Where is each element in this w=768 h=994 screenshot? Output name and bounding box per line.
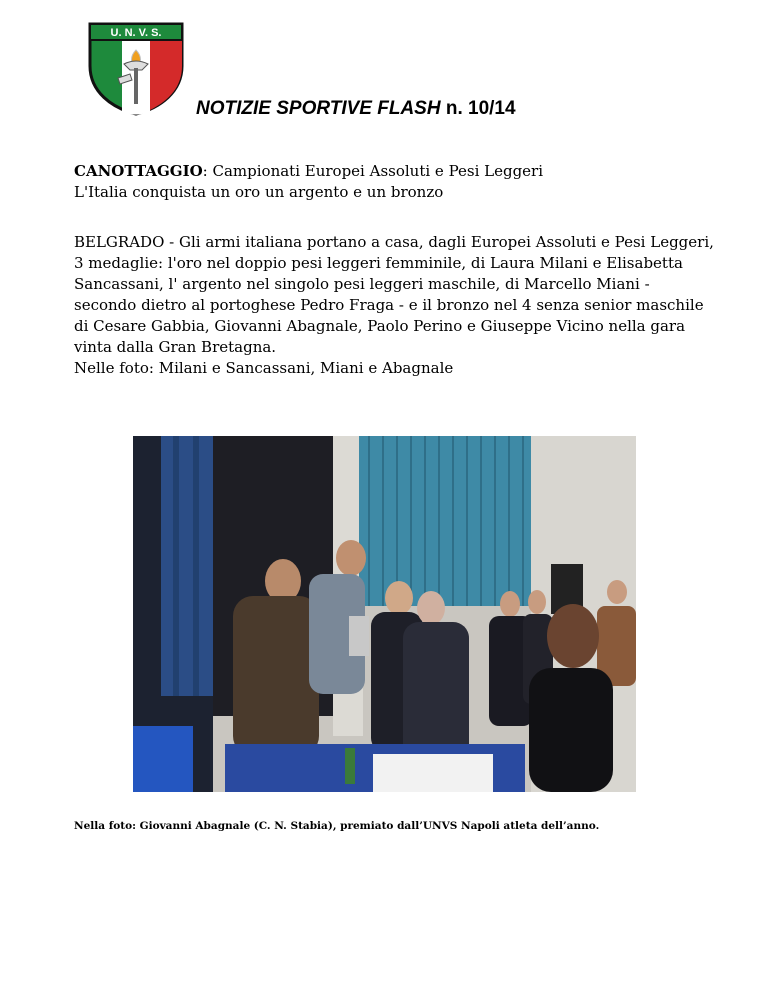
article-text: BELGRADO - Gli armi italiana portano a casa, dagli Europei Assoluti e Pesi Leggeri, 3 medaglie: l'oro nel doppio pesi leggeri femminile, di Laura Milani e Elisabetta Sancassani, l' argento nel singolo pesi leggeri maschile, di Marcello Miani - secondo dietro al portoghese Pedro Fraga - e il bronzo nel 4 senza senior maschile di Cesare Gabbia, Giovanni Abagnale, Paolo Perino e Giuseppe Vicino nella gara vinta dalla Gran Bretagna.	[74, 233, 714, 356]
award-ceremony-photo	[133, 436, 636, 792]
bulletin-number: n. 10/14	[445, 98, 516, 119]
bulletin-title	[196, 98, 516, 120]
headline-line1	[74, 161, 543, 182]
bulletin-title-text: NOTIZIE SPORTIVE FLASH	[196, 98, 441, 119]
event-name: : Campionati Europei Assoluti e Pesi Leggeri	[202, 162, 544, 180]
photo-note: Nelle foto: Milani e Sancassani, Miani e Abagnale	[74, 359, 454, 377]
svg-text:U. N. V. S.: U. N. V. S.	[110, 27, 162, 39]
unvs-shield-logo	[86, 20, 186, 116]
sport-name: CANOTTAGGIO	[74, 162, 203, 180]
article-body	[74, 232, 714, 379]
photo-caption: Nella foto: Giovanni Abagnale (C. N. Stabia), premiato dall’UNVS Napoli atleta dell’anno.	[74, 820, 600, 832]
headline	[74, 161, 543, 203]
headline-subtitle: L'Italia conquista un oro un argento e un bronzo	[74, 183, 444, 201]
